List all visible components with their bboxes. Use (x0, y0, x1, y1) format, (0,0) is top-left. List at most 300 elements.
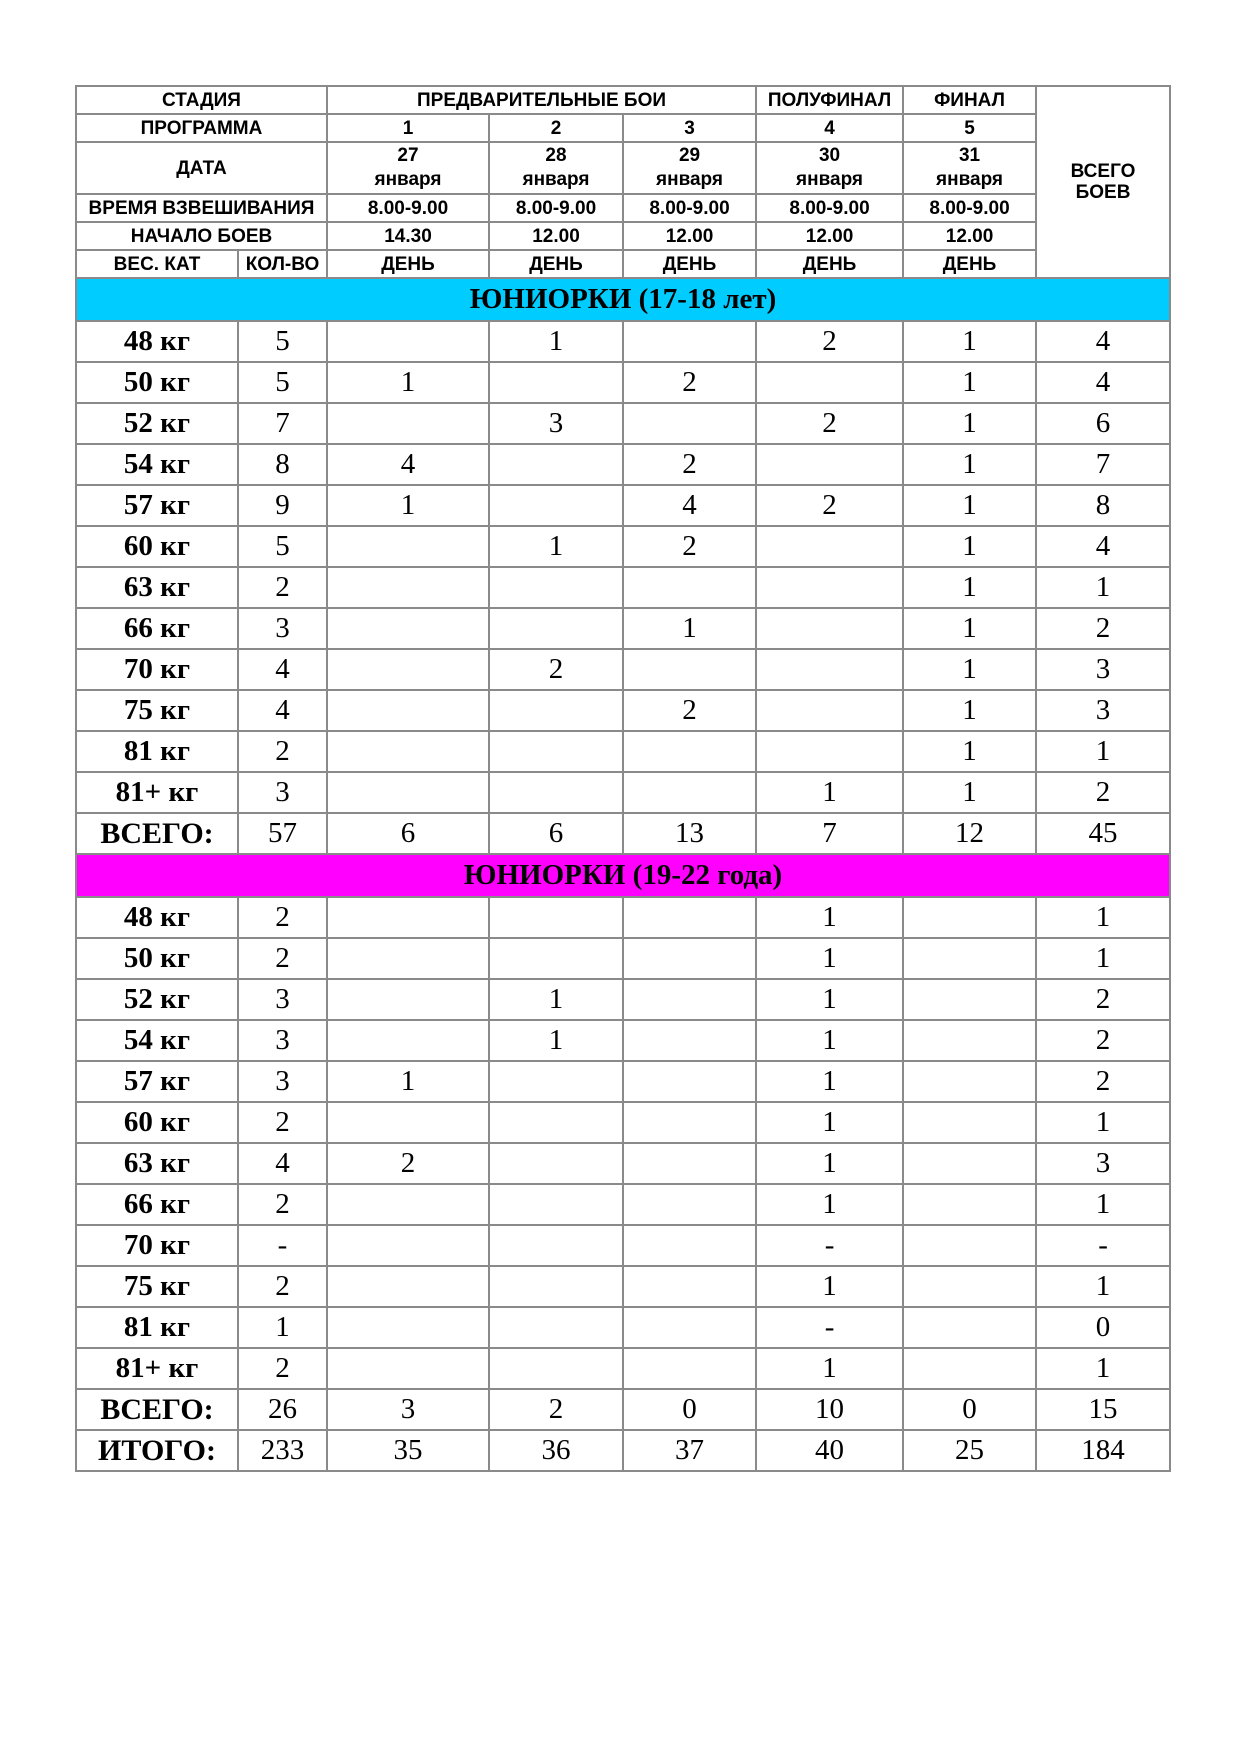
fights-cell (327, 321, 489, 362)
fights-cell (756, 731, 903, 772)
date-month: января (796, 169, 864, 190)
section-total-row (76, 813, 1170, 854)
fights-cell: 1 (756, 979, 903, 1020)
total-fights-cell: 3 (1036, 649, 1170, 690)
weight-category: 52 кг (76, 403, 238, 444)
fights-cell: 2 (623, 690, 756, 731)
count-cell: 2 (238, 897, 327, 938)
weight-category: 75 кг (76, 1266, 238, 1307)
fights-cell (903, 1307, 1036, 1348)
count-cell: 2 (238, 938, 327, 979)
table-row (76, 1225, 1170, 1266)
fights-cell (903, 1225, 1036, 1266)
weight-category: 48 кг (76, 321, 238, 362)
fights-cell: 1 (903, 362, 1036, 403)
fights-cell (327, 649, 489, 690)
count-cell: 2 (238, 731, 327, 772)
weight-category: 60 кг (76, 1102, 238, 1143)
total-fights-cell: 1 (1036, 1102, 1170, 1143)
weight-category: 66 кг (76, 1184, 238, 1225)
start-time: 12.00 (903, 222, 1036, 250)
total-fights-cell: 184 (1036, 1430, 1170, 1471)
fights-cell: 1 (756, 1266, 903, 1307)
header-row-columns (76, 250, 1170, 278)
count-cell: 3 (238, 608, 327, 649)
fights-cell: 0 (903, 1389, 1036, 1430)
table-row (76, 731, 1170, 772)
fights-cell: 1 (327, 485, 489, 526)
fights-cell: 36 (489, 1430, 623, 1471)
count-label: КОЛ-ВО (238, 250, 327, 278)
total-fights-cell: 1 (1036, 731, 1170, 772)
fights-cell (327, 1102, 489, 1143)
fights-cell (489, 731, 623, 772)
fights-cell: 4 (623, 485, 756, 526)
fights-cell (623, 1266, 756, 1307)
count-cell: 2 (238, 567, 327, 608)
table-row (76, 1266, 1170, 1307)
total-fights-cell: 8 (1036, 485, 1170, 526)
fights-cell: 2 (489, 649, 623, 690)
fights-cell: - (756, 1225, 903, 1266)
fights-cell: 1 (489, 321, 623, 362)
fights-cell (489, 1143, 623, 1184)
count-cell: 2 (238, 1184, 327, 1225)
fights-cell (327, 1266, 489, 1307)
fights-cell (623, 1348, 756, 1389)
count-cell: 5 (238, 362, 327, 403)
fights-cell (327, 897, 489, 938)
fights-cell (623, 772, 756, 813)
table-row (76, 608, 1170, 649)
total-fights-cell: 3 (1036, 690, 1170, 731)
date-4 (756, 142, 903, 194)
fights-cell: 1 (903, 731, 1036, 772)
preliminary-label: ПРЕДВАРИТЕЛЬНЫЕ БОИ (327, 86, 756, 114)
table-row (76, 526, 1170, 567)
fights-cell: 2 (623, 444, 756, 485)
table-row (76, 1307, 1170, 1348)
fights-cell (903, 979, 1036, 1020)
total-fights-cell: 2 (1036, 979, 1170, 1020)
total-fights-cell: 4 (1036, 526, 1170, 567)
fights-cell (489, 1348, 623, 1389)
table-row (76, 690, 1170, 731)
weighin-time: 8.00-9.00 (903, 194, 1036, 222)
count-cell: 3 (238, 772, 327, 813)
weighin-time: 8.00-9.00 (489, 194, 623, 222)
fights-cell (903, 1266, 1036, 1307)
program-4: 4 (756, 114, 903, 142)
fights-cell: 37 (623, 1430, 756, 1471)
stage-label: СТАДИЯ (76, 86, 327, 114)
program-3: 3 (623, 114, 756, 142)
total-fights-cell: 0 (1036, 1307, 1170, 1348)
fights-cell: 1 (756, 1143, 903, 1184)
start-time: 12.00 (623, 222, 756, 250)
fights-cell: 3 (489, 403, 623, 444)
weight-category: 81 кг (76, 1307, 238, 1348)
fights-cell: 1 (903, 321, 1036, 362)
total-fights-cell: 6 (1036, 403, 1170, 444)
weight-category: 81 кг (76, 731, 238, 772)
fights-cell (489, 608, 623, 649)
fights-cell (623, 1225, 756, 1266)
fights-cell: 0 (623, 1389, 756, 1430)
fights-cell: 1 (903, 608, 1036, 649)
fights-cell (623, 1184, 756, 1225)
session-label: ДЕНЬ (489, 250, 623, 278)
fights-cell (903, 1143, 1036, 1184)
fights-cell (489, 1225, 623, 1266)
weight-category: 50 кг (76, 938, 238, 979)
total-fights-cell: 4 (1036, 321, 1170, 362)
weight-category: 57 кг (76, 1061, 238, 1102)
fights-cell: 3 (327, 1389, 489, 1430)
total-fights-cell: 15 (1036, 1389, 1170, 1430)
fights-cell (327, 1307, 489, 1348)
total-fights-cell: 2 (1036, 1061, 1170, 1102)
count-cell: 3 (238, 1020, 327, 1061)
fights-cell: 1 (489, 979, 623, 1020)
weight-category: 66 кг (76, 608, 238, 649)
fights-cell (327, 979, 489, 1020)
fights-cell (489, 772, 623, 813)
fights-cell (327, 772, 489, 813)
count-cell: 5 (238, 321, 327, 362)
count-cell: 8 (238, 444, 327, 485)
fights-cell (903, 1020, 1036, 1061)
count-cell: - (238, 1225, 327, 1266)
weight-category: 81+ кг (76, 772, 238, 813)
weight-cat-label: ВЕС. КАТ (76, 250, 238, 278)
session-label: ДЕНЬ (756, 250, 903, 278)
program-2: 2 (489, 114, 623, 142)
weight-category: 60 кг (76, 526, 238, 567)
fights-cell (623, 897, 756, 938)
table-row (76, 649, 1170, 690)
weight-category: 48 кг (76, 897, 238, 938)
weight-category: 63 кг (76, 567, 238, 608)
fights-cell: 2 (623, 362, 756, 403)
fights-cell (327, 526, 489, 567)
program-label: ПРОГРАММА (76, 114, 327, 142)
fights-cell: 2 (756, 321, 903, 362)
grand-total-row (76, 1430, 1170, 1471)
fights-cell: 6 (489, 813, 623, 854)
fights-cell (623, 1143, 756, 1184)
table-row (76, 772, 1170, 813)
fights-cell (756, 526, 903, 567)
fights-cell: 1 (903, 649, 1036, 690)
date-day: 31 (958, 145, 981, 166)
count-cell: 3 (238, 979, 327, 1020)
fights-cell (623, 321, 756, 362)
fights-cell (489, 362, 623, 403)
weight-category: 54 кг (76, 444, 238, 485)
table-row (76, 403, 1170, 444)
fights-cell (623, 731, 756, 772)
fights-cell (489, 690, 623, 731)
table-row (76, 1061, 1170, 1102)
fights-cell (623, 403, 756, 444)
fights-cell (903, 1061, 1036, 1102)
total-fights-cell: 45 (1036, 813, 1170, 854)
fights-cell (489, 567, 623, 608)
session-label: ДЕНЬ (623, 250, 756, 278)
total-label: ИТОГО: (76, 1430, 238, 1471)
date-day: 28 (545, 145, 567, 166)
total-fights-line1: ВСЕГО (1070, 161, 1136, 182)
count-cell: 7 (238, 403, 327, 444)
fights-cell (756, 567, 903, 608)
fights-cell: 40 (756, 1430, 903, 1471)
fights-cell: 1 (903, 567, 1036, 608)
fights-cell (489, 938, 623, 979)
fights-cell: 7 (756, 813, 903, 854)
weight-category: 57 кг (76, 485, 238, 526)
fights-cell: 1 (756, 1102, 903, 1143)
fights-cell (756, 608, 903, 649)
fights-cell (327, 403, 489, 444)
start-time: 12.00 (489, 222, 623, 250)
header-row-program (76, 114, 1170, 142)
session-label: ДЕНЬ (327, 250, 489, 278)
fights-cell: 12 (903, 813, 1036, 854)
fights-cell: 1 (756, 938, 903, 979)
table-row (76, 1143, 1170, 1184)
count-cell: 233 (238, 1430, 327, 1471)
start-time: 12.00 (756, 222, 903, 250)
fights-cell: 1 (756, 1348, 903, 1389)
fights-cell (623, 649, 756, 690)
fights-cell: 1 (903, 444, 1036, 485)
count-cell: 2 (238, 1348, 327, 1389)
date-month: января (656, 169, 724, 190)
total-label: ВСЕГО: (76, 1389, 238, 1430)
fights-cell (489, 1061, 623, 1102)
fights-cell: 1 (903, 772, 1036, 813)
fights-cell (327, 1184, 489, 1225)
fights-cell: 1 (756, 1184, 903, 1225)
total-fights-line2: БОЕВ (1075, 182, 1131, 203)
table-row (76, 938, 1170, 979)
count-cell: 2 (238, 1102, 327, 1143)
fights-cell (903, 1102, 1036, 1143)
count-cell: 2 (238, 1266, 327, 1307)
fights-cell: 1 (756, 897, 903, 938)
fights-cell (623, 567, 756, 608)
fights-cell: 13 (623, 813, 756, 854)
fights-cell: 35 (327, 1430, 489, 1471)
fights-cell (489, 444, 623, 485)
total-fights-header (1036, 86, 1170, 278)
total-fights-cell: 1 (1036, 567, 1170, 608)
header-row-stage (76, 86, 1170, 114)
fights-cell: 2 (756, 403, 903, 444)
fights-cell (756, 690, 903, 731)
weight-category: 52 кг (76, 979, 238, 1020)
fights-cell: 1 (756, 1020, 903, 1061)
fights-cell: 1 (903, 526, 1036, 567)
fights-cell: 2 (489, 1389, 623, 1430)
fights-cell (903, 1184, 1036, 1225)
fights-cell (489, 1184, 623, 1225)
section-band (76, 854, 1170, 897)
weight-category: 50 кг (76, 362, 238, 403)
fights-cell (327, 690, 489, 731)
date-label: ДАТА (76, 142, 327, 194)
session-label: ДЕНЬ (903, 250, 1036, 278)
weighin-time: 8.00-9.00 (623, 194, 756, 222)
fights-cell (623, 1307, 756, 1348)
count-cell: 3 (238, 1061, 327, 1102)
fights-cell (623, 1061, 756, 1102)
section-title: ЮНИОРКИ (17-18 лет) (76, 278, 1170, 321)
count-cell: 4 (238, 649, 327, 690)
total-fights-cell: 4 (1036, 362, 1170, 403)
total-fights-cell: 7 (1036, 444, 1170, 485)
fights-cell: 1 (623, 608, 756, 649)
weighin-time: 8.00-9.00 (756, 194, 903, 222)
table-row (76, 979, 1170, 1020)
fights-cell: 1 (903, 485, 1036, 526)
weighin-label: ВРЕМЯ ВЗВЕШИВАНИЯ (76, 194, 327, 222)
fights-cell: 6 (327, 813, 489, 854)
table-row (76, 362, 1170, 403)
fights-cell (623, 1102, 756, 1143)
total-fights-cell: 2 (1036, 772, 1170, 813)
fights-cell: 25 (903, 1430, 1036, 1471)
fights-cell: - (756, 1307, 903, 1348)
fights-cell: 1 (489, 526, 623, 567)
fights-cell (623, 979, 756, 1020)
table-row (76, 321, 1170, 362)
total-fights-cell: 1 (1036, 1348, 1170, 1389)
total-fights-cell: 3 (1036, 1143, 1170, 1184)
table-row (76, 444, 1170, 485)
count-cell: 57 (238, 813, 327, 854)
date-month: января (374, 169, 442, 190)
fights-cell (489, 897, 623, 938)
header-row-weighin (76, 194, 1170, 222)
total-fights-cell: 1 (1036, 1184, 1170, 1225)
schedule-table (75, 85, 1171, 1472)
total-fights-cell: 2 (1036, 1020, 1170, 1061)
table-row (76, 1102, 1170, 1143)
fights-cell (327, 1020, 489, 1061)
total-fights-cell: 1 (1036, 938, 1170, 979)
table-row (76, 567, 1170, 608)
fights-cell (623, 938, 756, 979)
count-cell: 4 (238, 1143, 327, 1184)
weighin-time: 8.00-9.00 (327, 194, 489, 222)
fights-cell (489, 1102, 623, 1143)
weight-category: 54 кг (76, 1020, 238, 1061)
total-fights-cell: 1 (1036, 1266, 1170, 1307)
fights-cell (327, 938, 489, 979)
count-cell: 4 (238, 690, 327, 731)
fights-cell (327, 1225, 489, 1266)
count-cell: 9 (238, 485, 327, 526)
weight-category: 70 кг (76, 649, 238, 690)
fights-cell (756, 649, 903, 690)
date-day: 30 (818, 145, 841, 166)
table-row (76, 485, 1170, 526)
final-label: ФИНАЛ (903, 86, 1036, 114)
fights-cell (327, 1348, 489, 1389)
weight-category: 70 кг (76, 1225, 238, 1266)
fights-cell (903, 938, 1036, 979)
fights-cell (756, 362, 903, 403)
header-row-date (76, 142, 1170, 194)
section-title: ЮНИОРКИ (19-22 года) (76, 854, 1170, 897)
fights-cell: 1 (756, 1061, 903, 1102)
fights-cell (903, 1348, 1036, 1389)
total-label: ВСЕГО: (76, 813, 238, 854)
date-3 (623, 142, 756, 194)
section-band (76, 278, 1170, 321)
count-cell: 5 (238, 526, 327, 567)
program-5: 5 (903, 114, 1036, 142)
date-month: января (522, 169, 590, 190)
fights-cell (903, 897, 1036, 938)
weight-category: 63 кг (76, 1143, 238, 1184)
fights-cell (489, 1266, 623, 1307)
total-fights-cell: - (1036, 1225, 1170, 1266)
fights-cell (623, 1020, 756, 1061)
table-row (76, 1184, 1170, 1225)
start-time: 14.30 (327, 222, 489, 250)
start-label: НАЧАЛО БОЕВ (76, 222, 327, 250)
table-row (76, 897, 1170, 938)
table-row (76, 1020, 1170, 1061)
fights-cell: 1 (903, 403, 1036, 444)
fights-cell (327, 608, 489, 649)
fights-cell (327, 731, 489, 772)
fights-cell (489, 1307, 623, 1348)
weight-category: 75 кг (76, 690, 238, 731)
table-row (76, 1348, 1170, 1389)
program-1: 1 (327, 114, 489, 142)
date-day: 27 (397, 145, 419, 166)
fights-cell (489, 485, 623, 526)
fights-cell: 10 (756, 1389, 903, 1430)
date-day: 29 (678, 145, 701, 166)
total-fights-cell: 1 (1036, 897, 1170, 938)
date-5 (903, 142, 1036, 194)
date-2 (489, 142, 623, 194)
fights-cell: 1 (489, 1020, 623, 1061)
fights-cell: 1 (903, 690, 1036, 731)
fights-cell: 2 (327, 1143, 489, 1184)
date-1 (327, 142, 489, 194)
count-cell: 1 (238, 1307, 327, 1348)
fights-cell: 1 (756, 772, 903, 813)
total-fights-cell: 2 (1036, 608, 1170, 649)
fights-cell (756, 444, 903, 485)
fights-cell: 2 (623, 526, 756, 567)
count-cell: 26 (238, 1389, 327, 1430)
fights-cell: 2 (756, 485, 903, 526)
header-row-start (76, 222, 1170, 250)
fights-cell: 1 (327, 1061, 489, 1102)
fights-cell: 1 (327, 362, 489, 403)
date-month: января (936, 169, 1004, 190)
semifinal-label: ПОЛУФИНАЛ (756, 86, 903, 114)
section-total-row (76, 1389, 1170, 1430)
weight-category: 81+ кг (76, 1348, 238, 1389)
